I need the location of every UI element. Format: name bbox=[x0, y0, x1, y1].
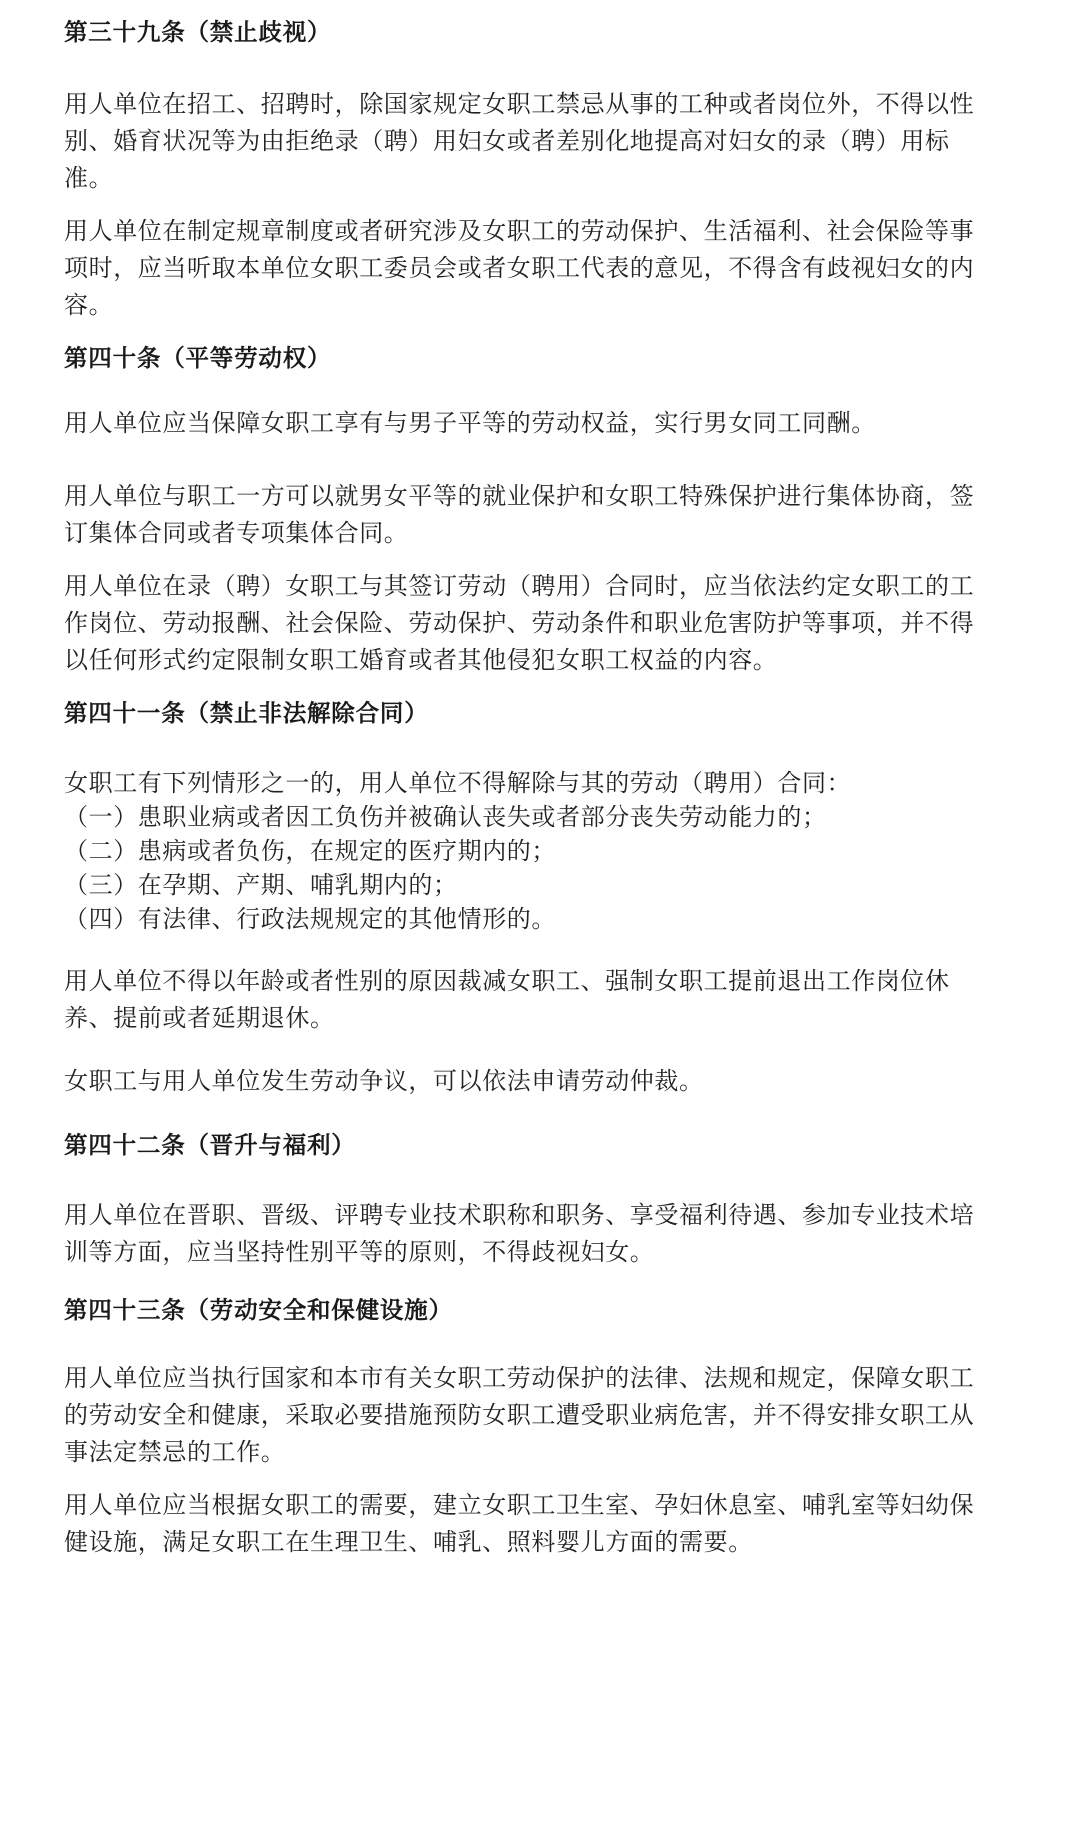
article-39-paragraph-1-line-1: 用人单位在招工、招聘时，除国家规定女职工禁忌从事的工种或者岗位外，不得以性 bbox=[64, 90, 975, 118]
article-41-list-item-4: （四）有法律、行政法规规定的其他情形的。 bbox=[64, 905, 556, 933]
article-41-list-item-2: （二）患病或者负伤，在规定的医疗期内的； bbox=[64, 837, 556, 865]
article-41-paragraph-2-line-1: 用人单位不得以年龄或者性别的原因裁减女职工、强制女职工提前退出工作岗位休 bbox=[64, 967, 950, 995]
article-42-paragraph-1-line-1: 用人单位在晋职、晋级、评聘专业技术职称和职务、享受福利待遇、参加专业技术培 bbox=[64, 1201, 975, 1229]
article-40-heading: 第四十条（平等劳动权） bbox=[64, 344, 332, 372]
article-42-heading: 第四十二条（晋升与福利） bbox=[64, 1131, 356, 1159]
article-41-paragraph-3-line-1: 女职工与用人单位发生劳动争议，可以依法申请劳动仲裁。 bbox=[64, 1067, 704, 1095]
article-41-list-item-3: （三）在孕期、产期、哺乳期内的； bbox=[64, 871, 458, 899]
article-40-paragraph-3-line-3: 以任何形式约定限制女职工婚育或者其他侵犯女职工权益的内容。 bbox=[64, 646, 778, 674]
article-39-paragraph-2-line-1: 用人单位在制定规章制度或者研究涉及女职工的劳动保护、生活福利、社会保险等事 bbox=[64, 217, 975, 245]
article-43-paragraph-1-line-1: 用人单位应当执行国家和本市有关女职工劳动保护的法律、法规和规定，保障女职工 bbox=[64, 1364, 975, 1392]
article-41-heading: 第四十一条（禁止非法解除合同） bbox=[64, 699, 429, 727]
article-39-heading: 第三十九条（禁止歧视） bbox=[64, 18, 332, 46]
article-43-paragraph-1-line-3: 事法定禁忌的工作。 bbox=[64, 1438, 286, 1466]
article-40-paragraph-2-line-2: 订集体合同或者专项集体合同。 bbox=[64, 519, 409, 547]
article-39-paragraph-2-line-3: 容。 bbox=[64, 291, 114, 319]
article-42-paragraph-1-line-2: 训等方面，应当坚持性别平等的原则，不得歧视妇女。 bbox=[64, 1238, 655, 1266]
article-39-paragraph-1-line-3: 准。 bbox=[64, 164, 114, 192]
article-41-paragraph-1-line-1: 女职工有下列情形之一的，用人单位不得解除与其的劳动（聘用）合同： bbox=[64, 769, 852, 797]
article-41-list-item-1: （一）患职业病或者因工负伤并被确认丧失或者部分丧失劳动能力的； bbox=[64, 803, 827, 831]
article-40-paragraph-1-line-1: 用人单位应当保障女职工享有与男子平等的劳动权益，实行男女同工同酬。 bbox=[64, 409, 876, 437]
article-43-paragraph-2-line-2: 健设施，满足女职工在生理卫生、哺乳、照料婴儿方面的需要。 bbox=[64, 1528, 753, 1556]
article-43-paragraph-2-line-1: 用人单位应当根据女职工的需要，建立女职工卫生室、孕妇休息室、哺乳室等妇幼保 bbox=[64, 1491, 975, 1519]
article-40-paragraph-3-line-1: 用人单位在录（聘）女职工与其签订劳动（聘用）合同时，应当依法约定女职工的工 bbox=[64, 572, 975, 600]
article-39-paragraph-2-line-2: 项时，应当听取本单位女职工委员会或者女职工代表的意见，不得含有歧视妇女的内 bbox=[64, 254, 975, 282]
article-41-paragraph-2-line-2: 养、提前或者延期退休。 bbox=[64, 1004, 335, 1032]
article-40-paragraph-2-line-1: 用人单位与职工一方可以就男女平等的就业保护和女职工特殊保护进行集体协商，签 bbox=[64, 482, 975, 510]
article-43-heading: 第四十三条（劳动安全和保健设施） bbox=[64, 1296, 453, 1324]
article-39-paragraph-1-line-2: 别、婚育状况等为由拒绝录（聘）用妇女或者差别化地提高对妇女的录（聘）用标 bbox=[64, 127, 950, 155]
article-43-paragraph-1-line-2: 的劳动安全和健康，采取必要措施预防女职工遭受职业病危害，并不得安排女职工从 bbox=[64, 1401, 975, 1429]
article-40-paragraph-3-line-2: 作岗位、劳动报酬、社会保险、劳动保护、劳动条件和职业危害防护等事项，并不得 bbox=[64, 609, 975, 637]
